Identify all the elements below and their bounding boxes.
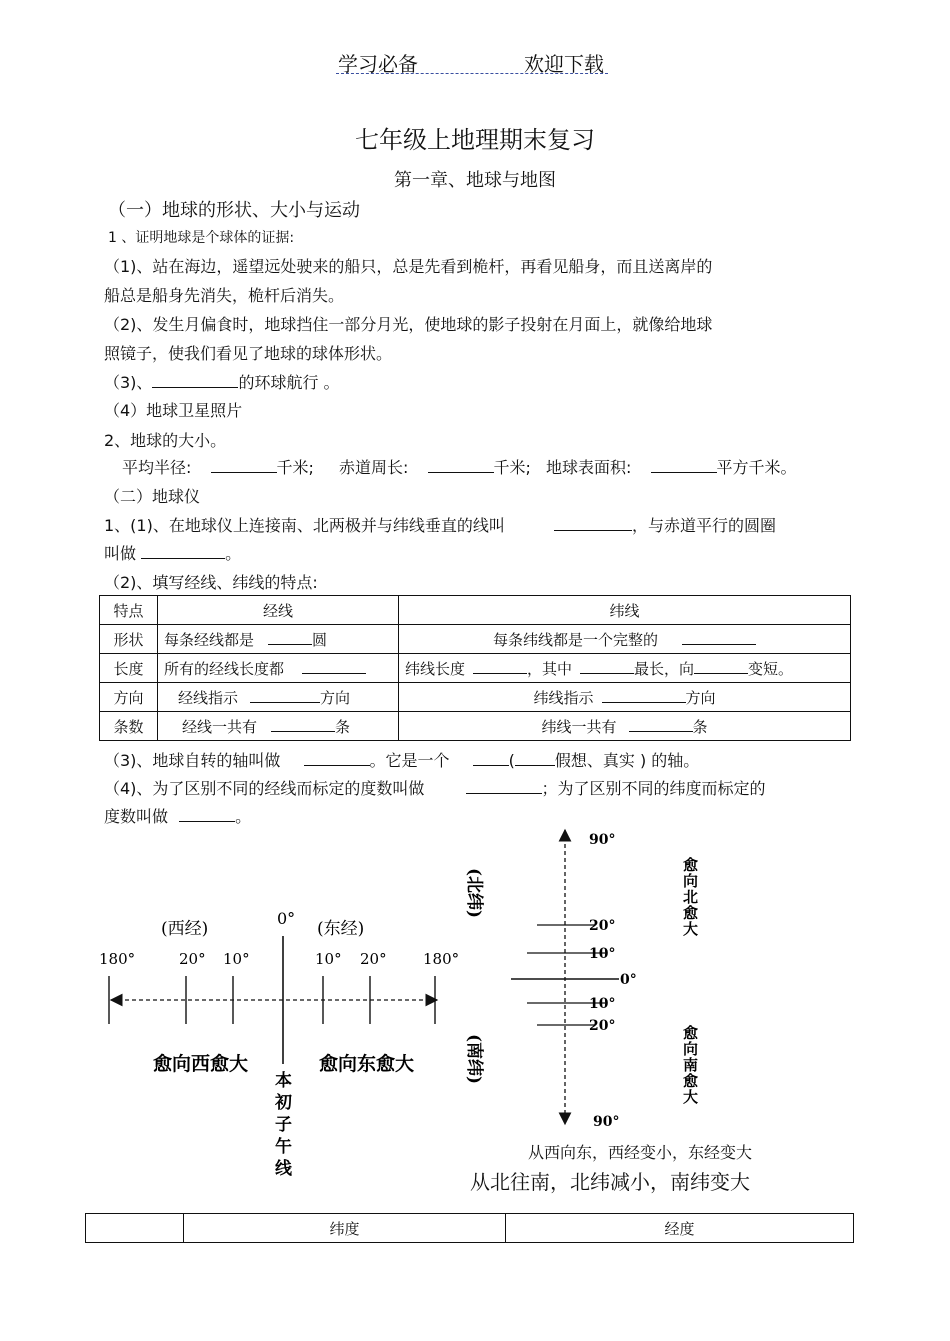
blank-meridian[interactable] [554,516,632,531]
prime-meridian-char: 本 [275,1071,292,1091]
cell-text: 经线一共有 [182,717,258,736]
north-note-char: 大 [683,920,699,938]
bottom-th-latitude: 纬度 [184,1214,506,1243]
blank-axis-type[interactable] [473,751,509,766]
s2-q1a-post: ，与赤道平行的圆圈 [631,516,776,535]
s2-q4a [104,776,766,799]
east-increase-note: 愈向东愈大 [319,1053,415,1075]
cell-parallel-shape [399,625,851,654]
tick-label: 10° [315,950,342,968]
table-row [100,683,851,712]
cell-text: 纬线长度 [405,659,466,678]
p1b: 船总是船身先消失，桅杆后消失。 [104,286,345,305]
p2b: 照镜子，使我们看见了地球的球体形状。 [104,344,393,363]
blank-meridian-shape[interactable] [268,630,312,645]
blank-area[interactable] [651,458,717,473]
cell-text: 方向 [685,688,716,707]
th-parallel: 纬线 [399,596,851,625]
bottom-table [85,1213,854,1243]
zero-longitude-label: 0° [277,909,296,928]
row-label-count: 条数 [100,712,158,741]
blank-parallel[interactable] [141,544,225,559]
row-label-length: 长度 [100,654,158,683]
s2-q1b [104,541,241,564]
south-note-char: 南 [683,1056,699,1074]
prime-meridian-char: 初 [275,1093,292,1113]
cell-text: 经线指示 [178,688,239,707]
tick-label: 20° [179,950,206,968]
s2-q4a-post: ；为了区别不同的纬度而标定的 [541,779,766,798]
west-increase-note: 愈向西愈大 [153,1053,249,1075]
header-left: 学习必备 [338,52,418,76]
north-note-char: 向 [683,872,699,890]
blank-equator[interactable] [428,458,494,473]
longitude-diagram [95,900,465,1190]
south-note-char: 向 [683,1040,699,1058]
tick-label: 10° [589,996,616,1012]
bottom-th-blank [86,1214,184,1243]
equator-label: 赤道周长: [339,458,409,477]
s2-q1a [104,513,776,536]
tick-label: 10° [589,946,616,962]
size-line [122,455,797,478]
s2-q1b-pre: 叫做 [104,544,137,563]
chapter-title: 第一章、地球与地图 [394,170,556,191]
cell-text: 所有的经线长度都 [164,659,285,678]
blank-latitude[interactable] [179,807,235,822]
q2-title: 2、地球的大小。 [104,431,227,450]
cell-text: ，其中 [527,659,573,678]
blank-parallel-direction[interactable] [602,688,686,703]
blank-meridian-length[interactable] [302,659,366,674]
tick-label: 10° [223,950,250,968]
north-note-char: 北 [683,888,699,906]
s2-q3-post: 假想、真实 ) 的轴。 [554,751,700,770]
radius-label: 平均半径: [122,458,192,477]
latitude-diagram [455,822,725,1132]
table-row [100,596,851,625]
equator-unit: 千米; [493,458,531,477]
bottom-90-label: 90° [593,1114,620,1130]
tick-label: 20° [589,918,616,934]
blank-parallel-shape[interactable] [682,630,756,645]
p3-pre: （3)、 [104,373,153,392]
cell-text: 方向 [320,688,351,707]
cell-text: 变短。 [748,659,794,678]
p3-line [104,370,340,393]
north-note-char: 愈 [683,904,699,922]
section1-heading: （一）地球的形状、大小与运动 [108,200,360,221]
cell-text: 条 [335,717,351,736]
prime-meridian-char: 子 [275,1115,292,1135]
tick-label: 180° [423,950,460,968]
table-row [100,654,851,683]
cell-text: 纬线一共有 [541,717,617,736]
p4: （4）地球卫星照片 [104,401,243,420]
south-note-char: 大 [683,1088,699,1106]
header-right: 欢迎下载 [524,52,604,76]
s2-q3-mid: 。它是一个 [369,751,450,770]
s2-q4a-pre: （4)、为了区别不同的经线而标定的度数叫做 [104,779,425,798]
row-label-shape: 形状 [100,625,158,654]
cell-text: 圆 [312,630,328,649]
south-note-char: 愈 [683,1024,699,1042]
area-label: 地球表面积: [546,458,632,477]
north-note-char: 愈 [683,856,699,874]
radius-unit: 千米; [276,458,314,477]
th-meridian: 经线 [158,596,399,625]
tick-label: 0° [620,972,637,988]
table-row [86,1214,854,1243]
blank-axis[interactable] [304,751,370,766]
features-table [99,595,851,741]
s2-q3-pre: （3)、地球自转的轴叫做 [104,751,281,770]
s2-q4b-post: 。 [235,807,252,826]
s2-q1a-pre: 1、(1)、在地球仪上连接南、北两极并与纬线垂直的线叫 [104,516,505,535]
bottom-th-longitude: 经度 [506,1214,854,1243]
cell-meridian-count [158,712,399,741]
page-title: 七年级上地理期末复习 [355,126,595,154]
blank-meridian-count[interactable] [271,717,335,732]
west-longitude-label: (西经) [161,919,209,939]
blank-circumnavigation[interactable] [152,373,238,388]
cell-parallel-direction [399,683,851,712]
table-row [100,625,851,654]
s2-q1b-post: 。 [225,544,242,563]
south-latitude-label: (南纬) [464,1034,484,1085]
cell-text: 每条纬线都是一个完整的 [492,630,658,649]
q1-title: 1 、证明地球是个球体的证据: [108,230,295,246]
blank-parallel-length[interactable] [473,659,527,674]
cell-text: 条 [692,717,708,736]
blank-meridian-direction[interactable] [250,688,320,703]
south-note-char: 愈 [683,1072,699,1090]
cell-text: 纬线指示 [533,688,594,707]
s2-q4b-pre: 度数叫做 [104,807,169,826]
east-longitude-label: (东经) [317,919,365,939]
cell-meridian-shape [158,625,399,654]
row-label-direction: 方向 [100,683,158,712]
cell-text: 最长，向 [634,659,695,678]
s2-q3-opt: ( [508,751,515,770]
p1a: （1)、站在海边，遥望远处驶来的船只，总是先看到桅杆，再看见船身，而且送离岸的 [104,257,713,276]
caption-latitude: 从北往南，北纬减小，南纬变大 [470,1170,750,1194]
blank-shorter[interactable] [694,659,748,674]
th-feature: 特点 [100,596,158,625]
p2a: （2)、发生月偏食时，地球挡住一部分月光，使地球的影子投射在月面上，就像给地球 [104,315,713,334]
blank-radius[interactable] [211,458,277,473]
cell-parallel-length [399,654,851,683]
blank-longitude[interactable] [466,779,542,794]
cell-parallel-count [399,712,851,741]
blank-longest[interactable] [580,659,634,674]
tick-label: 180° [99,950,136,968]
prime-meridian-char: 午 [275,1137,292,1157]
prime-meridian-char: 线 [275,1159,292,1179]
cell-text: 每条经线都是 [164,630,255,649]
s2-q2: （2)、填写经线、纬线的特点: [104,573,318,592]
header-underline [336,73,608,74]
tick-label: 20° [360,950,387,968]
top-90-label: 90° [589,832,616,848]
cell-meridian-direction [158,683,399,712]
caption-longitude: 从西向东，西经变小，东经变大 [528,1143,753,1162]
p3-post: 的环球航行 。 [238,373,340,392]
cell-meridian-length [158,654,399,683]
s2-q4b [104,804,251,827]
table-row [100,712,851,741]
tick-label: 20° [589,1018,616,1034]
area-unit: 平方千米。 [716,458,797,477]
section2-heading: （二）地球仪 [104,487,201,506]
north-latitude-label: (北纬) [464,868,484,919]
blank-axis-choice[interactable] [515,751,555,766]
blank-parallel-count[interactable] [629,717,693,732]
s2-q3 [104,748,699,771]
